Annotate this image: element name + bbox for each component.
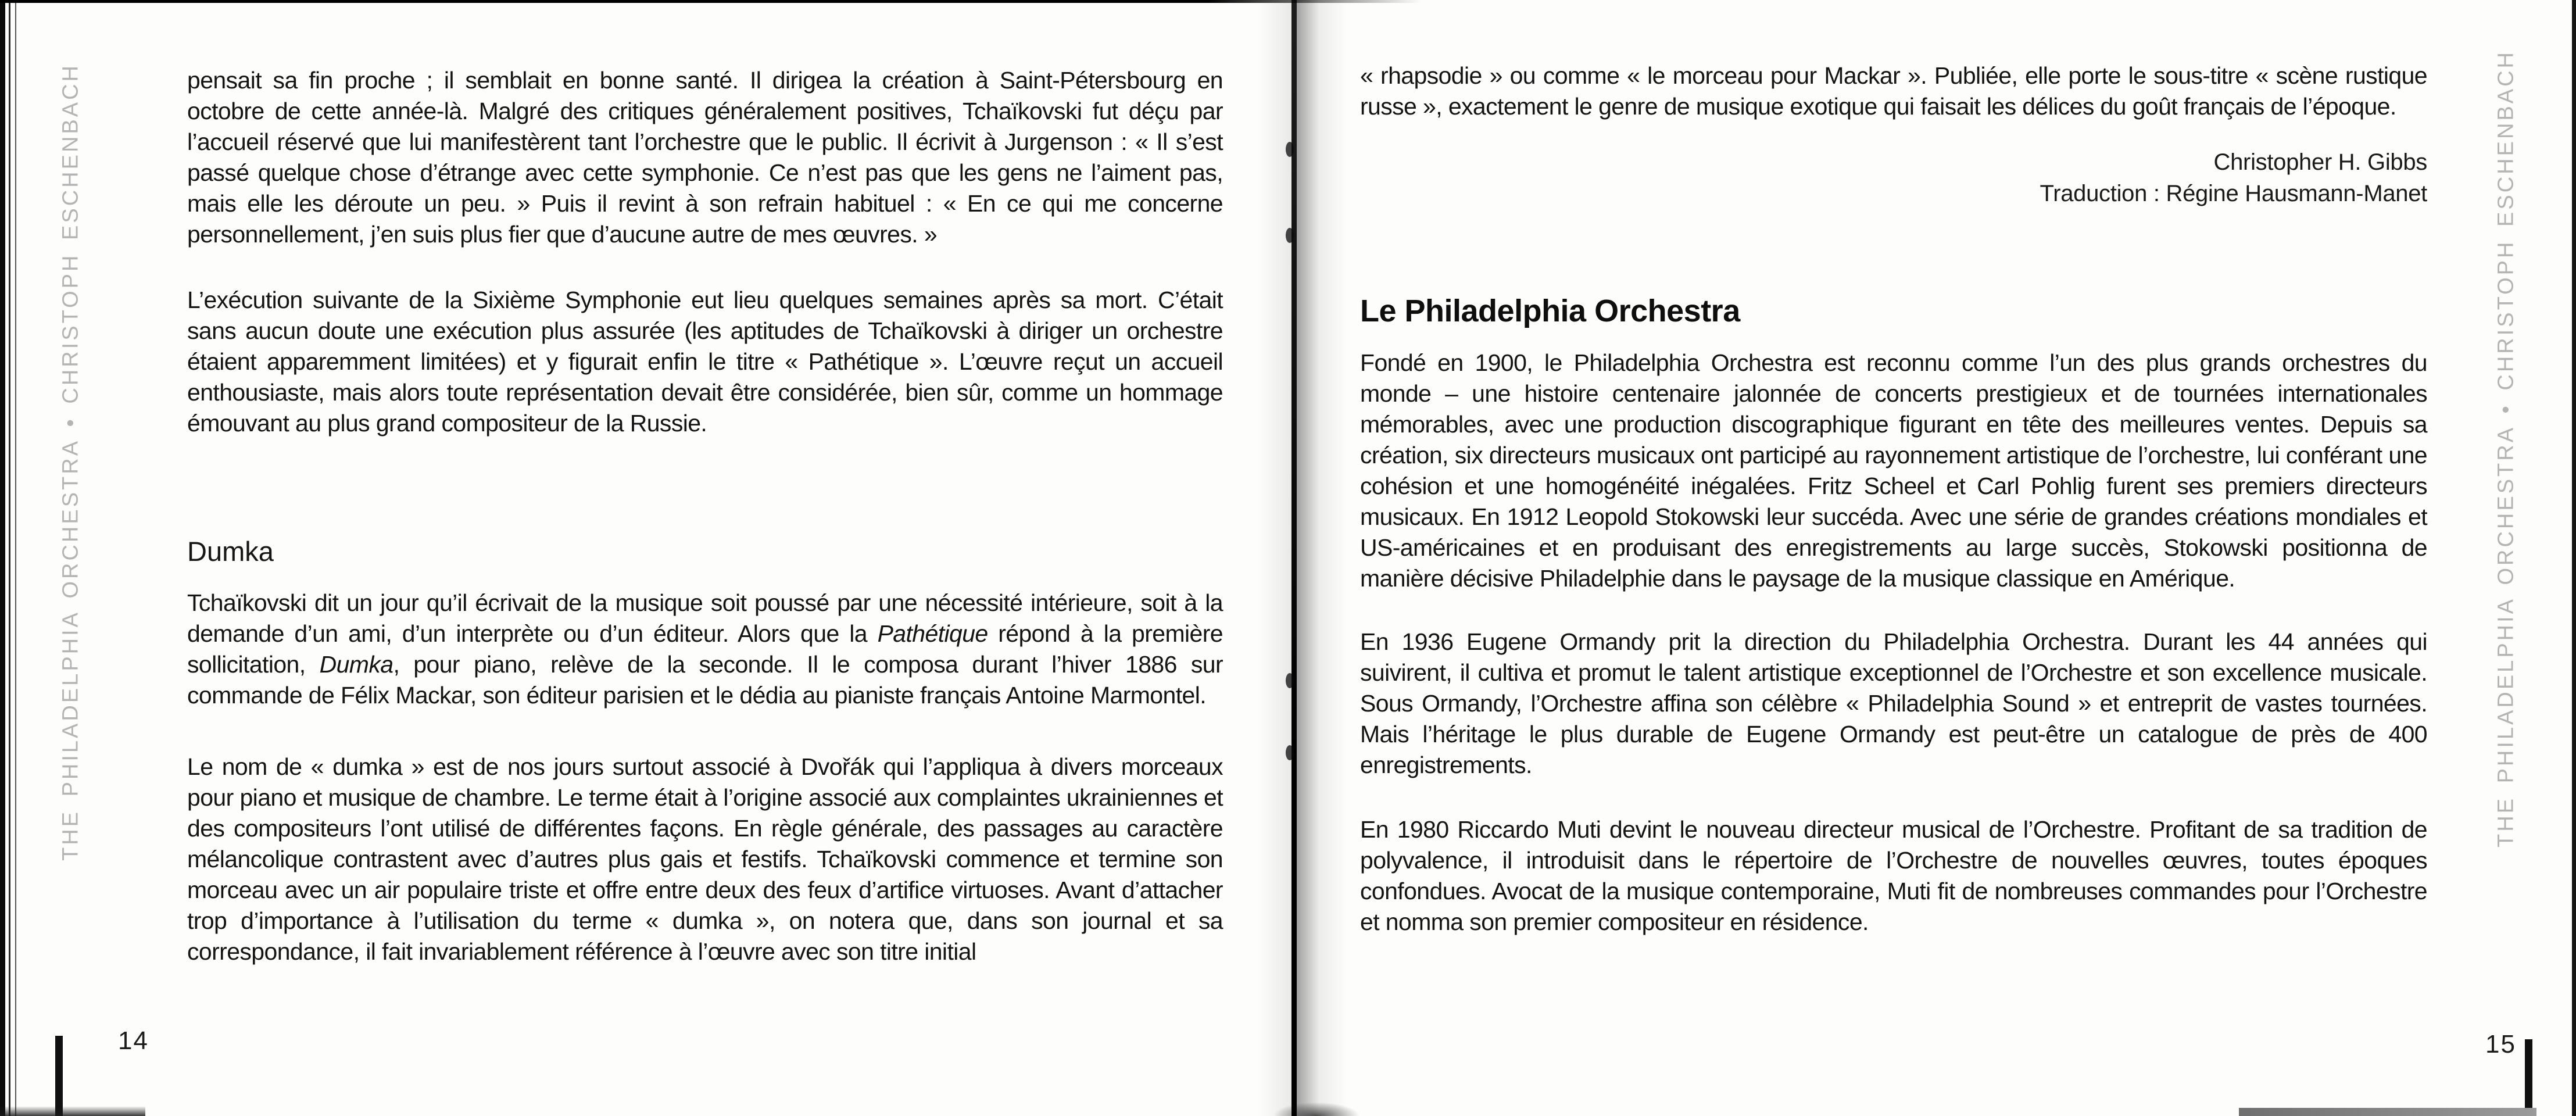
- scan-edge-left: [0, 0, 5, 1116]
- scan-edge-right: [2572, 0, 2576, 1116]
- page-number-15: 15: [2485, 1030, 2516, 1058]
- page-number-rule-left: [55, 1036, 63, 1116]
- spine-stitch-mark: [1286, 228, 1294, 243]
- paragraph-dumka-origine: [187, 588, 1223, 711]
- paragraph-text: répond à la première sollicitation,: [187, 620, 1223, 678]
- paragraph-text: Tchaïkovski dit un jour qu’il écrivait de la musique soit poussé par une nécessité intérieure, soit à la demande d’un ami, d’un interprète ou d’un éditeur. Alors que la: [187, 589, 1223, 647]
- spine-stitch-mark: [1286, 673, 1294, 688]
- author-byline-block: [1360, 146, 2427, 209]
- gutter-shadow-right: [1297, 0, 1347, 1116]
- scan-edge-bottom-center: [1273, 1102, 1360, 1116]
- page-number-rule-right: [2525, 1039, 2532, 1116]
- paragraph-premiere-execution: pensait sa fin proche ; il semblait en bonne santé. Il dirigea la création à Saint-Pétersbourg en octobre de cette année-là. Malgré des critiques généralement positives, Tchaïkovski fut déçu par l’accueil réservé que lui manifestèrent tant l’orchestre que le public. Il écrivit à Jurgenson : « Il s’est passé quelque chose d’étrange avec cette symphonie. Ce n’est pas que les gens ne l’aiment pas, mais elle les déroute un peu. » Puis il revint à son refrain habituel : « En ce qui me concerne personnellement, j’en suis plus fier que d’aucune autre de mes œuvres. »: [187, 67, 1223, 248]
- paragraph-ormandy-1936: En 1936 Eugene Ormandy prit la direction du Philadelphia Orchestra. Durant les 44 années qui suivirent, il cultiva et promut le talent artistique exceptionnel de l’Orchestre et son excellence musicale. Sous Ormandy, l’Orchestre affina son célèbre « Philadelphia Sound » et entreprit de vastes tournées. Mais l’héritage le plus durable de Eugene Ormandy est peut-être un catalogue de près de 400 enregistrements.: [1360, 628, 2427, 778]
- left-page-text-column: [187, 65, 1223, 967]
- scan-edge-bottom-left: [0, 1106, 145, 1116]
- spine-stitch-mark: [1286, 745, 1294, 760]
- paragraph-execution-suivante: L’exécution suivante de la Sixième Symphonie eut lieu quelques semaines après sa mort. C’était sans aucun doute une exécution plus assurée (les aptitudes de Tchaïkovski à diriger un orchestre étaient apparemment limitées) et y figurait enfin le titre « Pathétique ». L’œuvre reçut un accueil enthousiaste, mais alors toute représentation devait être considérée, bien sûr, comme un hommage émouvant au plus grand compositeur de la Russie.: [187, 287, 1223, 437]
- paragraph-muti-1980: En 1980 Riccardo Muti devint le nouveau directeur musical de l’Orchestre. Profitant de sa tradition de polyvalence, il introduisit dans le répertoire de l’Orchestre de nouvelles œuvres, toutes époques confondues. Avocat de la musique contemporaine, Muti fit de nombreuses commandes pour l’Orchestre et nomma son premier compositeur en résidence.: [1360, 816, 2427, 935]
- paragraph-fonde-1900: Fondé en 1900, le Philadelphia Orchestra est reconnu comme l’un des plus grands orchestres du monde – une histoire centenaire jalonnée de concerts prestigieux et de tournées internationales mémorables, avec une production discographique figurant en tête des meilleures ventes. Depuis sa création, six directeurs musicaux ont participé au rayonnement artistique de l’orchestre, lui conférant une cohésion et une homogénéité inégalées. Fritz Scheel et Carl Pohlig furent ses premiers directeurs musicaux. En 1912 Leopold Stokowski leur succéda. Avec une série de grandes créations mondiales et US-américaines et en produisant des enregistrements au large succès, Stokowski positionna de manière décisive Philadelphie dans le paysage de la musique classique en Amérique.: [1360, 349, 2427, 592]
- italic-title-pathetique: Pathétique: [877, 620, 988, 647]
- scan-edge-top: [0, 0, 1421, 3]
- page-number-14: 14: [118, 1026, 149, 1055]
- right-margin-vertical-title: THE PHILADELPHIA ORCHESTRA • CHRISTOPH ESCHENBACH: [2493, 50, 2518, 847]
- scan-edge-left-line: [9, 0, 10, 1116]
- scan-edge-bottom-right: [2239, 1108, 2536, 1116]
- gutter-spine-line: [1291, 0, 1297, 1116]
- spine-stitch-mark: [1286, 142, 1294, 157]
- paragraph-text: , pour piano, relève de la seconde. Il le composa durant l’hiver 1886 sur commande de Félix Mackar, son éditeur parisien et le dédia au pianiste français Antoine Marmontel.: [187, 651, 1223, 709]
- paragraph-nom-dumka: Le nom de « dumka » est de nos jours surtout associé à Dvořák qui l’appliqua à divers morceaux pour piano et musique de chambre. Le terme était à l’origine associé aux complaintes ukrainiennes et des compositeurs l’ont utilisé de différentes façons. En règle générale, des passages au caractère mélancolique contrastent avec d’autres plus gais et festifs. Tchaïkovski commence et termine son morceau avec un air populaire triste et offre entre deux des feux d’artifice virtuoses. Avant d’attacher trop d’importance à l’utilisation du terme « dumka », on notera que, dans son journal et sa correspondance, il fait invariablement référence à l’œuvre avec son titre initial: [187, 753, 1223, 965]
- right-page-text-column: [1360, 60, 2427, 938]
- scan-edge-left-line: [15, 0, 16, 1116]
- author-name: Christopher H. Gibbs: [2213, 149, 2427, 175]
- left-margin-vertical-title: THE PHILADELPHIA ORCHESTRA • CHRISTOPH ESCHENBACH: [58, 63, 83, 861]
- paragraph-rhapsodie: « rhapsodie » ou comme « le morceau pour Mackar ». Publiée, elle porte le sous-titre « scène rustique russe », exactement le genre de musique exotique qui faisait les délices du goût français de l’époque.: [1360, 62, 2427, 120]
- section-heading-philadelphia-orchestra: Le Philadelphia Orchestra: [1360, 294, 1740, 328]
- gutter-shadow-left: [1258, 0, 1291, 1116]
- italic-title-dumka: Dumka: [319, 651, 393, 678]
- translator-credit: Traduction : Régine Hausmann-Manet: [2040, 181, 2427, 206]
- section-heading-dumka: Dumka: [187, 536, 274, 567]
